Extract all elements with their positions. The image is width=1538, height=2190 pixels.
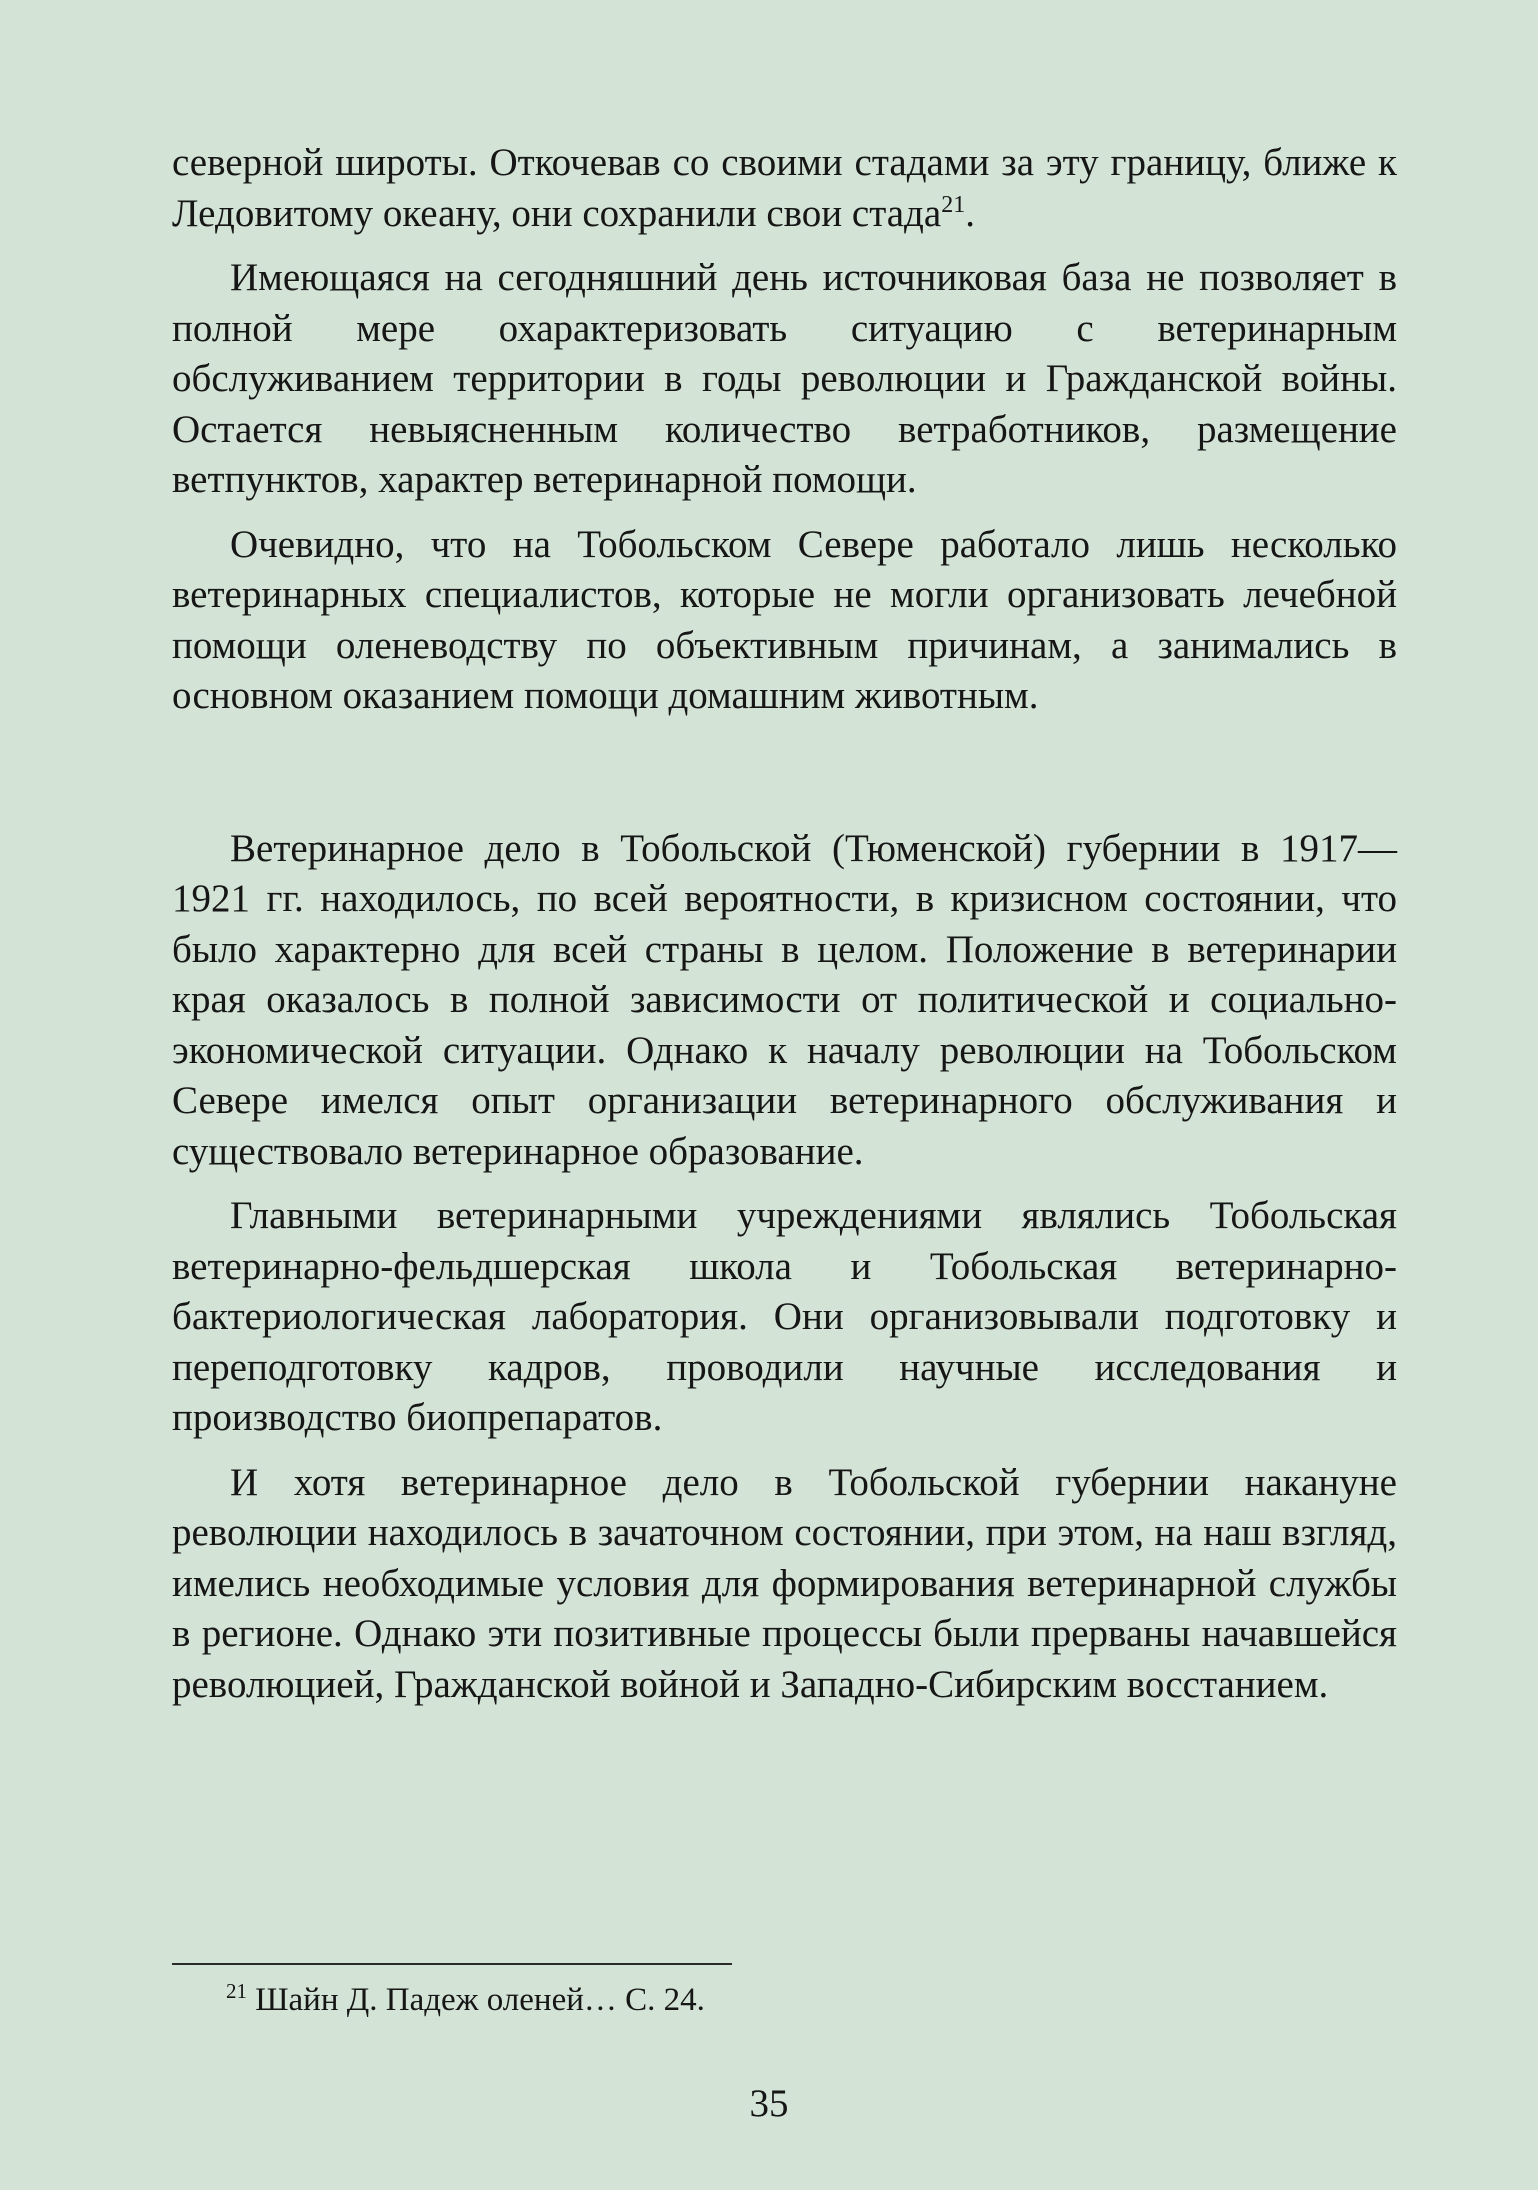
paragraph-text: северной широты. Откочевав со своими стадами за эту границу, ближе к Ледовитому океану, они сохранили свои стада: [172, 141, 1397, 235]
paragraph-punctuation: .: [965, 191, 975, 235]
paragraph: Ветеринарное дело в Тобольской (Тюменской) губернии в 1917—1921 гг. находилось, по всей вероятности, в кризисном состоянии, что было характерно для всей страны в целом. Положение в ветеринарии края оказалось в полной зависимости от политической и социально-экономической ситуации. Однако к началу революции на Тобольском Севере имелся опыт организации ветеринарного обслуживания и существовало ветеринарное образование.: [172, 826, 1397, 1173]
paragraph: Главными ветеринарными учреждениями являлись Тобольская ветеринарно-фельдшерская школа и Тобольская ветеринарно-бактериологическая лаборатория. Они организовывали подготовку и переподготовку кадров, проводили научные исследования и производство биопрепаратов.: [172, 1194, 1397, 1439]
paragraph-continued: [172, 138, 1397, 239]
footnote: [226, 1978, 705, 2022]
section-gap: [172, 722, 1397, 824]
footnote-number: 21: [226, 1979, 247, 2003]
footnote-separator: [172, 1963, 732, 1965]
paragraph: Очевидно, что на Тобольском Севере работало лишь несколько ветеринарных специалистов, которые не могли организовать лечебной помощи оленеводству по объективным причинам, а занимались в основном оказанием помощи домашним животным.: [172, 522, 1397, 717]
body-text: [172, 138, 1397, 1710]
paragraph-gap: [172, 239, 1397, 253]
page-number: 35: [749, 2082, 789, 2125]
paragraph: И хотя ветеринарное дело в Тобольской губернии накануне революции находилось в зачаточном состоянии, при этом, на наш взгляд, имелись необходимые условия для формирования ветеринарной службы в регионе. Однако эти позитивные процессы были прерваны начавшейся революцией, Гражданской войной и Западно-Сибирским восстанием.: [172, 1460, 1397, 1706]
paragraph-gap: [172, 1444, 1397, 1458]
paragraph-gap: [172, 506, 1397, 520]
footnote-reference: 21: [941, 191, 966, 218]
paragraph-gap: [172, 1177, 1397, 1191]
footnote-text: Шайн Д. Падеж оленей… С. 24.: [247, 1982, 705, 2018]
paragraph: Имеющаяся на сегодняшний день источниковая база не позволяет в полной мере охарактеризовать ситуацию с ветеринарным обслуживанием территории в годы революции и Гражданской войны. Остается невыясненным количество ветработников, размещение ветпунктов, характер ветеринарной помощи.: [172, 256, 1397, 501]
